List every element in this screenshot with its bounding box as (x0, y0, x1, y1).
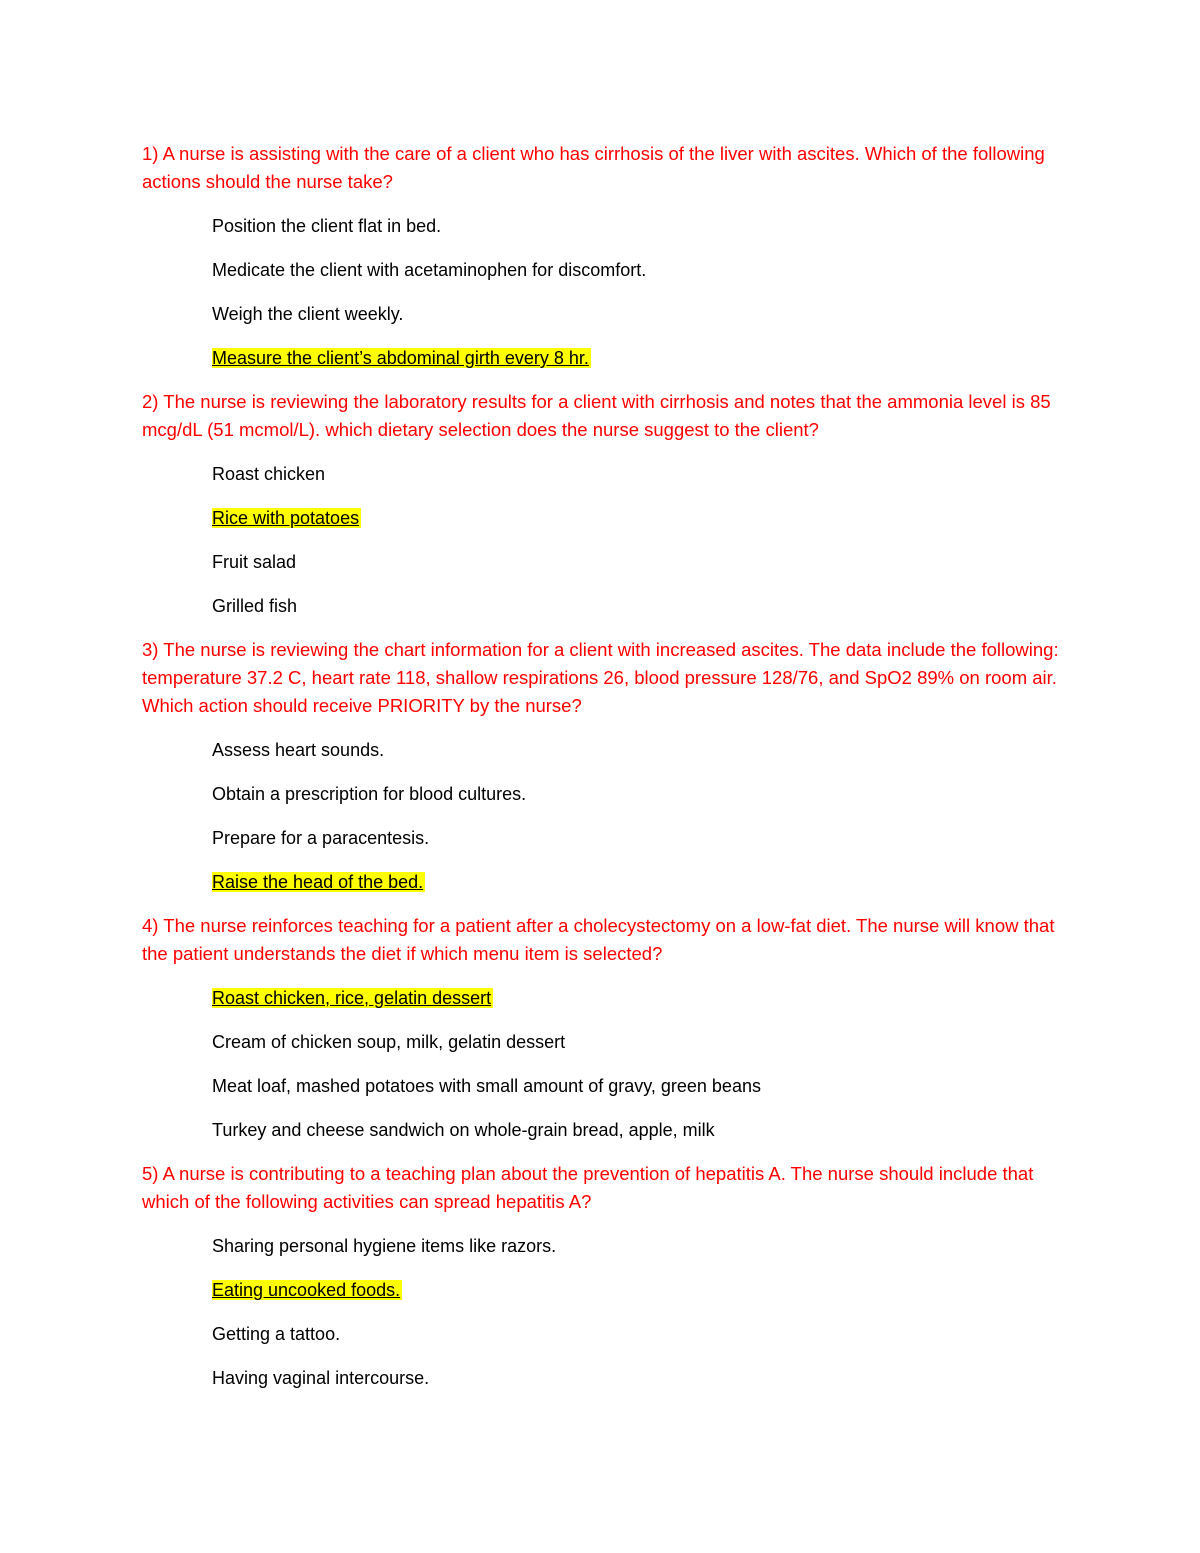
question-number: 5) (142, 1163, 159, 1184)
answer-option: Turkey and cheese sandwich on whole-grain bread, apple, milk (212, 1120, 715, 1140)
question-2 (142, 388, 1062, 444)
answer-option: Medicate the client with acetaminophen for discomfort. (212, 260, 647, 280)
question-number: 3) (142, 639, 159, 660)
question-text: A nurse is contributing to a teaching plan about the prevention of hepatitis A. The nurse should include that which of the following activities can spread hepatitis A? (142, 1163, 1034, 1212)
question-block-2 (142, 388, 1062, 620)
correct-answer-option: Measure the client’s abdominal girth every 8 hr. (212, 348, 589, 368)
question-number: 4) (142, 915, 159, 936)
question-list (142, 140, 1062, 1408)
answer-option: Roast chicken (212, 464, 326, 484)
answer-option: Meat loaf, mashed potatoes with small amount of gravy, green beans (212, 1076, 761, 1096)
answer-option: Grilled fish (212, 596, 298, 616)
question-text: The nurse is reviewing the chart information for a client with increased ascites. The data include the following: temperature 37.2 C, heart rate 118, shallow respirations 26, blood pressure 128/76, and SpO2 89% on room air. Which action should receive PRIORITY by the nurse? (142, 639, 1059, 716)
question-1 (142, 140, 1062, 196)
question-number: 2) (142, 391, 159, 412)
correct-answer-option: Raise the head of the bed. (212, 872, 424, 892)
answer-option: Position the client flat in bed. (212, 216, 442, 236)
answer-option: Weigh the client weekly. (212, 304, 404, 324)
answer-option: Getting a tattoo. (212, 1324, 341, 1344)
answer-option: Fruit salad (212, 552, 297, 572)
answer-option: Cream of chicken soup, milk, gelatin dessert (212, 1032, 566, 1052)
question-block-1 (142, 140, 1062, 372)
question-4 (142, 912, 1062, 968)
question-block-4 (142, 912, 1062, 1144)
question-block-3 (142, 636, 1062, 896)
question-5 (142, 1160, 1062, 1216)
answer-option: Assess heart sounds. (212, 740, 385, 760)
correct-answer-option: Roast chicken, rice, gelatin dessert (212, 988, 492, 1008)
answer-option: Obtain a prescription for blood cultures. (212, 784, 527, 804)
question-text: A nurse is assisting with the care of a client who has cirrhosis of the liver with ascites. Which of the following actions should the nurse take? (142, 143, 1045, 192)
question-3 (142, 636, 1062, 720)
correct-answer-option: Eating uncooked foods. (212, 1280, 401, 1300)
question-number: 1) (142, 143, 159, 164)
question-block-5 (142, 1160, 1062, 1392)
question-text: The nurse reinforces teaching for a patient after a cholecystectomy on a low-fat diet. The nurse will know that the patient understands the diet if which menu item is selected? (142, 915, 1055, 964)
answer-option: Sharing personal hygiene items like razors. (212, 1236, 557, 1256)
correct-answer-option: Rice with potatoes (212, 508, 360, 528)
answer-option: Prepare for a paracentesis. (212, 828, 430, 848)
answer-option: Having vaginal intercourse. (212, 1368, 430, 1388)
question-text: The nurse is reviewing the laboratory results for a client with cirrhosis and notes that the ammonia level is 85 mcg/dL (51 mcmol/L). which dietary selection does the nurse suggest to the client? (142, 391, 1051, 440)
